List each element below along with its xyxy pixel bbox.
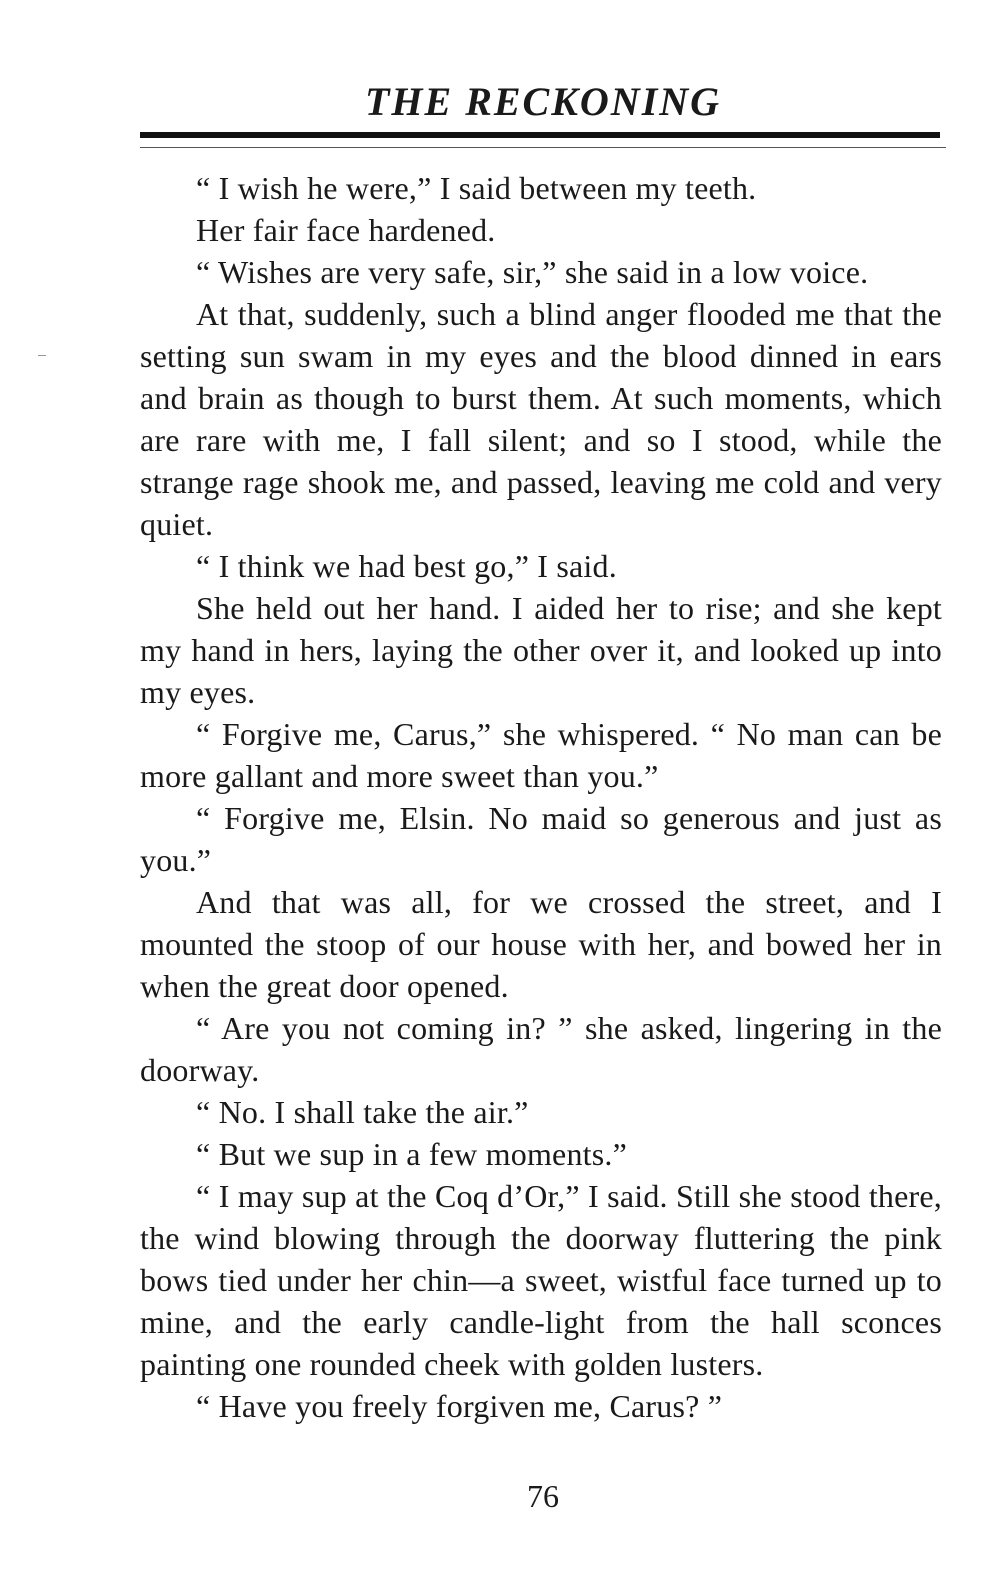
header-rule-thick: [140, 132, 940, 138]
paragraph: “ Wishes are very safe, sir,” she said in a low voice.: [196, 254, 869, 290]
paragraph: “ I may sup at the Coq d’Or,” I said. Still she stood there, the wind blowing through the doorway fluttering the pink bows tied under her chin—a sweet, wistful face turned up to mine, and the early candle-light from the hall sconces painting one rounded cheek with golden lusters.: [140, 1178, 942, 1382]
paragraph: She held out her hand. I aided her to rise; and she kept my hand in hers, laying the other over it, and looked up into my eyes.: [140, 590, 942, 710]
paragraph: “ Forgive me, Carus,” she whispered. “ No man can be more gallant and more sweet than you.”: [140, 716, 942, 794]
running-title: THE RECKONING: [364, 79, 722, 124]
paragraph: “ I wish he were,” I said between my teeth.: [196, 170, 757, 206]
paragraph: “ But we sup in a few moments.”: [196, 1136, 627, 1172]
header-rule-thin: [140, 147, 946, 148]
paragraph: “ Forgive me, Elsin. No maid so generous and just as you.”: [140, 800, 942, 878]
page-number: 76: [527, 1478, 559, 1514]
margin-mark: [38, 355, 46, 356]
paragraph: “ No. I shall take the air.”: [196, 1094, 529, 1130]
paragraph: “ Are you not coming in? ” she asked, lingering in the doorway.: [140, 1010, 942, 1088]
paragraph: And that was all, for we crossed the street, and I mounted the stoop of our house with her, and bowed her in when the great door opened.: [140, 884, 942, 1004]
paragraph: At that, suddenly, such a blind anger flooded me that the setting sun swam in my eyes and the blood dinned in ears and brain as though to burst them. At such moments, which are rare with me, I fall silent; and so I stood, while the strange rage shook me, and passed, leaving me cold and very quiet.: [140, 296, 942, 542]
paragraph: “ I think we had best go,” I said.: [196, 548, 617, 584]
paragraph: “ Have you freely forgiven me, Carus? ”: [196, 1388, 723, 1424]
body-text: [140, 167, 942, 1427]
paragraph: Her fair face hardened.: [196, 212, 496, 248]
